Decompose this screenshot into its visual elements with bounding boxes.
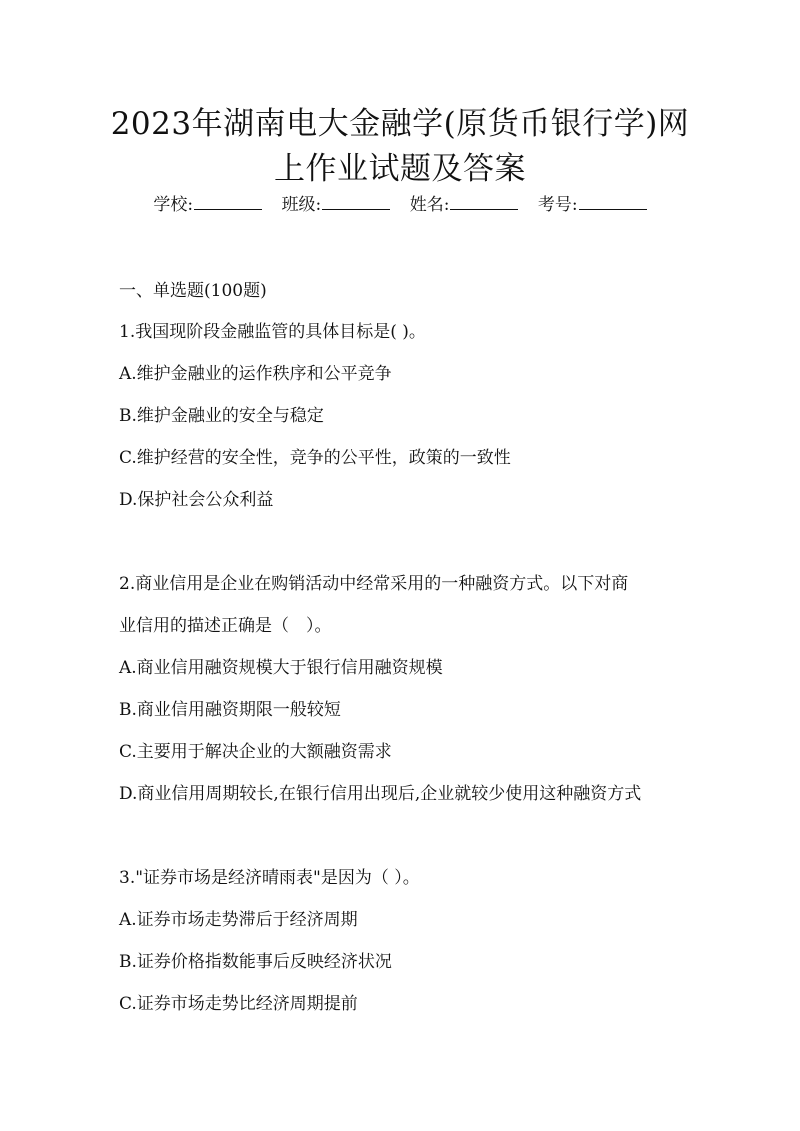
school-field — [153, 190, 262, 215]
school-label: 学校: — [153, 195, 194, 215]
exam-number-label: 考号: — [537, 195, 578, 215]
question-3-option-c: C.证券市场走势比经济周期提前 — [119, 994, 358, 1014]
question-3-stem: 3."证券市场是经济晴雨表"是因为（ ）。 — [119, 868, 420, 888]
question-1-stem: 1.我国现阶段金融监管的具体目标是( )。 — [119, 322, 426, 342]
name-field — [410, 190, 519, 215]
question-3-option-b: B.证券价格指数能事后反映经济状况 — [119, 952, 392, 972]
question-2-option-c: C.主要用于解决企业的大额融资需求 — [119, 742, 392, 762]
question-3-option-a: A.证券市场走势滞后于经济周期 — [119, 910, 358, 930]
question-2-stem-line-2: 业信用的描述正确是（ ）。 — [119, 616, 332, 636]
exam-number-blank — [579, 195, 647, 210]
class-field — [282, 190, 391, 215]
student-info-row — [0, 190, 800, 215]
question-2-option-b: B.商业信用融资期限一般较短 — [119, 700, 341, 720]
section-heading: 一、单选题(100题) — [119, 281, 267, 301]
question-2-option-a: A.商业信用融资规模大于银行信用融资规模 — [119, 658, 443, 678]
exam-number-field — [538, 190, 647, 215]
question-1-option-a: A.维护金融业的运作秩序和公平竞争 — [119, 364, 392, 384]
name-label: 姓名: — [409, 195, 450, 215]
document-title-line-2: 上作业试题及答案 — [274, 151, 526, 187]
question-2-stem-line-1: 2.商业信用是企业在购销活动中经常采用的一种融资方式。以下对商 — [119, 574, 629, 594]
question-2-option-d: D.商业信用周期较长,在银行信用出现后,企业就较少使用这种融资方式 — [119, 784, 642, 804]
name-blank — [450, 195, 518, 210]
question-1-option-d: D.保护社会公众利益 — [119, 490, 274, 510]
school-blank — [194, 195, 262, 210]
document-title-line-1: 2023年湖南电大金融学(原货币银行学)网 — [110, 106, 690, 142]
question-1-option-c: C.维护经营的安全性，竞争的公平性，政策的一致性 — [119, 448, 511, 468]
question-1-option-b: B.维护金融业的安全与稳定 — [119, 406, 324, 426]
class-label: 班级: — [281, 195, 322, 215]
class-blank — [322, 195, 390, 210]
